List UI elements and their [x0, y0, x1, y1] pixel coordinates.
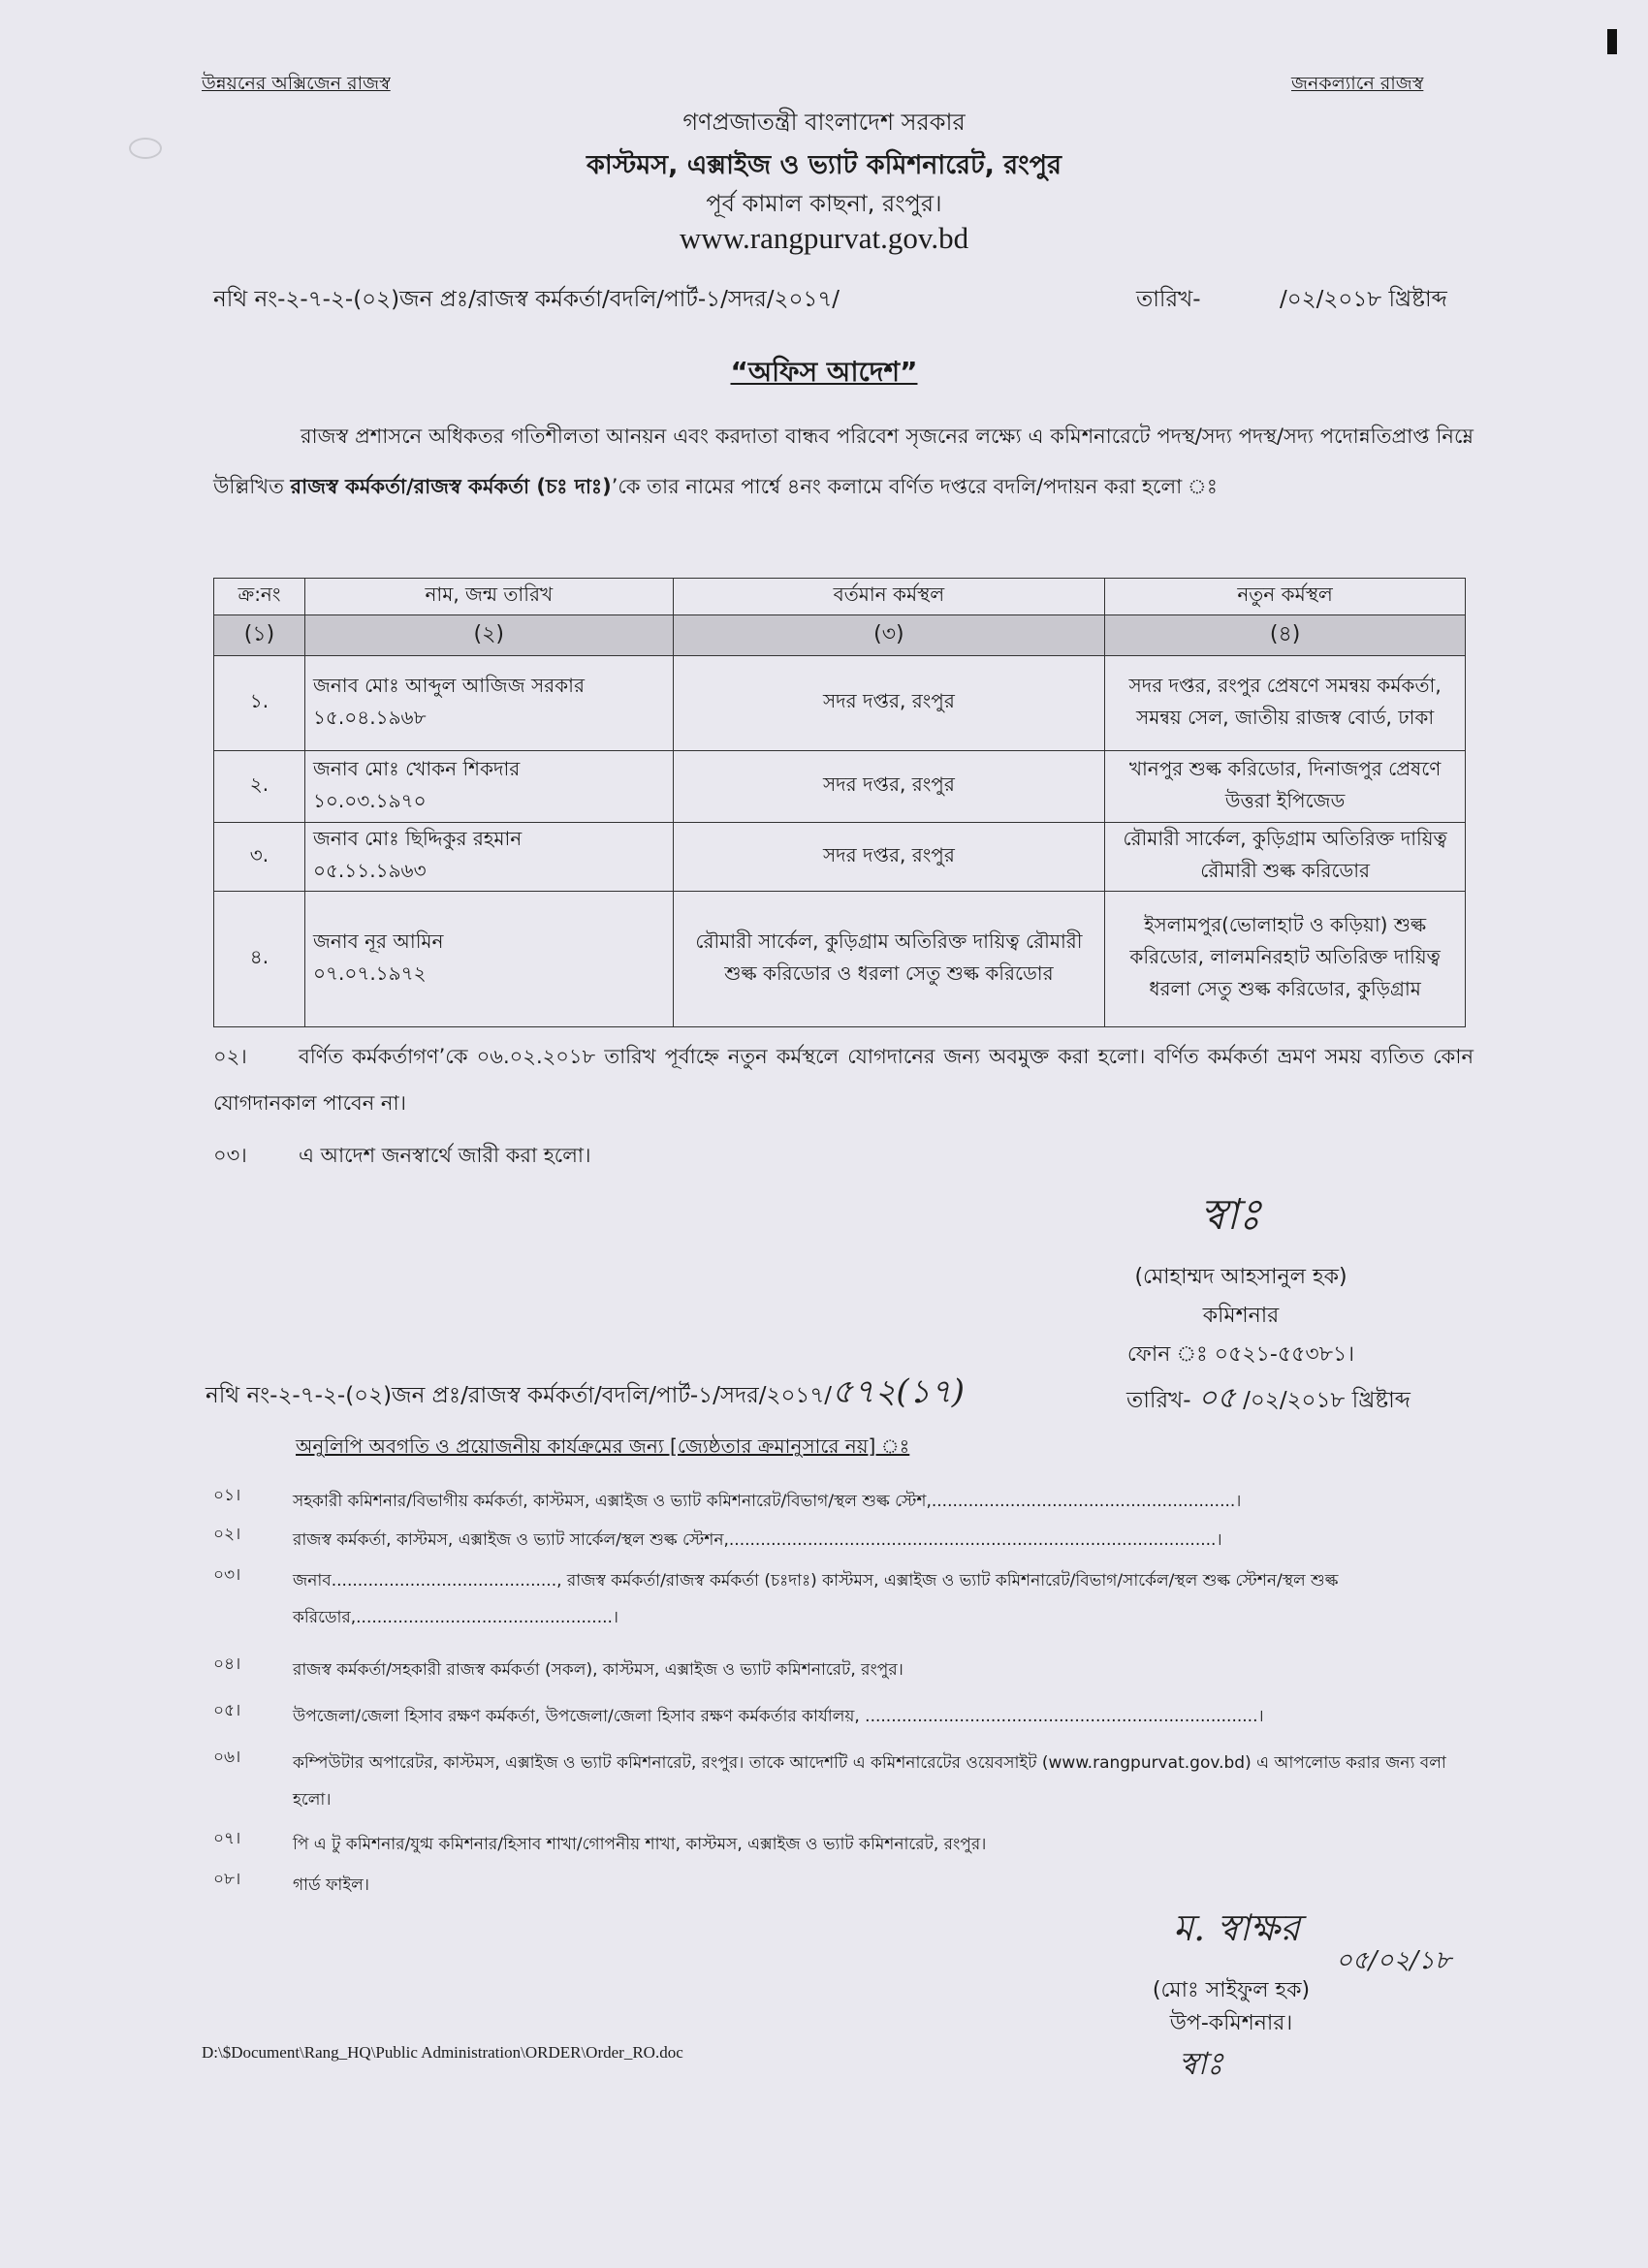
point-number: ০২। — [213, 1045, 247, 1068]
copy-item-number: ০৭। — [213, 1829, 241, 1848]
order-point — [213, 1033, 1474, 1126]
point-number: ০৩। — [213, 1144, 247, 1167]
column-number: (৪) — [1105, 615, 1466, 656]
point-text: বর্ণিত কর্মকর্তাগণ’কে ০৬.০২.২০১৮ তারিখ পূর্বাহ্নে নতুন কর্মস্থলে যোগদানের জন্য অবমুক্ত করা হলো। বর্ণিত কর্মকর্তা ভ্রমণ সময় ব্যতিত কোন যোগদানকাল পাবেন না। — [213, 1045, 1474, 1115]
row-serial: ৪. — [214, 892, 305, 1027]
copy-memo-number-text: নথি নং-২-৭-২-(০২)জন প্রঃ/রাজস্ব কর্মকর্তা/বদলি/পার্ট-১/সদর/২০১৭/ — [206, 1383, 833, 1408]
table-header: নাম, জন্ম তারিখ — [304, 579, 673, 615]
row-dob: ০৭.০৭.১৯৭২ — [312, 961, 427, 985]
table-header: বর্তমান কর্মস্থল — [673, 579, 1105, 615]
row-current-station: সদর দপ্তর, রংপুর — [673, 751, 1105, 823]
government-name: গণপ্রজাতন্ত্রী বাংলাদেশ সরকার — [682, 109, 966, 136]
row-name: জনাব মোঃ আব্দুল আজিজ সরকার — [312, 673, 585, 697]
memo-date-label: তারিখ- — [1136, 287, 1201, 312]
commissioner-signature-mark: স্বাঃ — [1200, 1190, 1261, 1240]
deputy-commissioner-name: (মোঃ সাইফুল হক) — [1152, 1978, 1311, 2002]
table-header: ক্র:নং — [214, 579, 305, 615]
row-name-dob — [304, 751, 673, 823]
order-title: “অফিস আদেশ” — [730, 356, 918, 388]
copy-item-number: ০২। — [213, 1525, 241, 1544]
row-new-station: সদর দপ্তর, রংপুর প্রেষণে সমন্বয় কর্মকর্তা, সমন্বয় সেল, জাতীয় রাজস্ব বোর্ড, ঢাকা — [1105, 656, 1466, 751]
row-current-station: সদর দপ্তর, রংপুর — [673, 656, 1105, 751]
deputy-signature-initials: ম. স্বাক্ষর — [1173, 1906, 1301, 1949]
deputy-signature-date: ০৫/০২/১৮ — [1336, 1946, 1451, 1975]
copy-item-text: রাজস্ব কর্মকর্তা, কাস্টমস, এক্সাইজ ও ভ্যাট সার্কেল/স্থল শুল্ক স্টেশন,.............................................................................................। — [293, 1530, 1222, 1550]
office-name: কাস্টমস, এক্সাইজ ও ভ্যাট কমিশনারেট, রংপুর — [586, 150, 1062, 180]
row-dob: ১০.০৩.১৯৭০ — [312, 788, 427, 812]
row-name-dob — [304, 892, 673, 1027]
row-dob: ১৫.০৪.১৯৬৮ — [312, 705, 427, 729]
file-path: D:\$Document\Rang_HQ\Public Administration\ORDER\Order_RO.doc — [202, 2043, 683, 2062]
point-text: এ আদেশ জনস্বার্থে জারী করা হলো। — [299, 1144, 591, 1167]
row-serial: ৩. — [214, 823, 305, 892]
copy-item-number: ০১। — [213, 1486, 241, 1505]
handwritten-memo-number: ৫৭২(১৭) — [832, 1372, 966, 1411]
table-row — [214, 823, 1466, 892]
row-name: জনাব নূর আমিন — [312, 929, 444, 953]
handwritten-day: ০৫ — [1197, 1381, 1236, 1415]
row-new-station: খানপুর শুল্ক করিডোর, দিনাজপুর প্রেষণে উত্তরা ইপিজেড — [1105, 751, 1466, 823]
table-column-number-row — [214, 615, 1466, 656]
commissioner-designation: কমিশনার — [1202, 1304, 1280, 1328]
column-number: (১) — [214, 615, 305, 656]
copy-item-number: ০৩। — [213, 1565, 241, 1585]
table-row — [214, 751, 1466, 823]
table-row — [214, 892, 1466, 1027]
copy-item-number: ০৬। — [213, 1748, 241, 1767]
copy-item-number: ০৪। — [213, 1654, 241, 1674]
slogan-right: জনকল্যানে রাজস্ব — [1291, 73, 1424, 94]
copy-memo-date-text: /০২/২০১৮ খ্রিষ্টাব্দ — [1243, 1388, 1410, 1413]
copy-item-text: গার্ড ফাইল। — [293, 1875, 369, 1895]
copy-item-text: রাজস্ব কর্মকর্তা/সহকারী রাজস্ব কর্মকর্তা (সকল), কাস্টমস, এক্সাইজ ও ভ্যাট কমিশনারেট, রংপুর। — [293, 1660, 903, 1680]
deputy-commissioner-designation: উপ-কমিশনার। — [1169, 2011, 1293, 2035]
commissioner-phone: ফোন ঃ ০৫২১-৫৫৩৮১। — [1126, 1342, 1355, 1367]
copy-item-text: পি এ টু কমিশনার/যুগ্ম কমিশনার/হিসাব শাখা/গোপনীয় শাখা, কাস্টমস, এক্সাইজ ও ভ্যাট কমিশনারেট, রংপুর। — [293, 1835, 987, 1854]
copy-item-number: ০৮। — [213, 1870, 241, 1889]
row-current-station: সদর দপ্তর, রংপুর — [673, 823, 1105, 892]
intro-bold: রাজস্ব কর্মকর্তা/রাজস্ব কর্মকর্তা (চঃ দাঃ) — [290, 475, 612, 498]
office-website: www.rangpurvat.gov.bd — [679, 221, 969, 255]
copy-memo-number — [206, 1367, 965, 1422]
row-name-dob — [304, 823, 673, 892]
copy-memo-date — [1126, 1374, 1410, 1424]
transfer-table — [213, 578, 1466, 1027]
row-serial: ১. — [214, 656, 305, 751]
row-name-dob — [304, 656, 673, 751]
copy-item-text: জনাব..........................................., রাজস্ব কর্মকর্তা/রাজস্ব কর্মকর্তা (চঃদাঃ) কাস্টমস, এক্সাইজ ও ভ্যাট কমিশনারেট/বিভাগ/সার্কেল/স্থল শুল্ক স্টেশন/স্থল শুল্ক করিডোর,.................................................। — [293, 1571, 1339, 1627]
commissioner-name: (মোহাম্মদ আহসানুল হক) — [1134, 1265, 1347, 1289]
memo-date: /০২/২০১৮ খ্রিষ্টাব্দ — [1280, 287, 1447, 312]
table-header-row — [214, 579, 1466, 615]
table-header: নতুন কর্মস্থল — [1105, 579, 1466, 615]
intro-paragraph — [213, 411, 1474, 512]
copy-item-text: কম্পিউটার অপারেটর, কাস্টমস, এক্সাইজ ও ভ্যাট কমিশনারেট, রংপুর। তাকে আদেশটি এ কমিশনারেটের ওয়েবসাইট (www.rangpurvat.gov.bd) এ আপলোড করার জন্য বলা হলো। — [293, 1753, 1446, 1810]
copy-memo-date-label: তারিখ- — [1126, 1388, 1191, 1413]
memo-number: নথি নং-২-৭-২-(০২)জন প্রঃ/রাজস্ব কর্মকর্তা/বদলি/পার্ট-১/সদর/২০১৭/ — [213, 287, 840, 312]
slogan-left: উন্নয়নের অক্সিজেন রাজস্ব — [202, 73, 391, 94]
copy-item-text: সহকারী কমিশনার/বিভাগীয় কর্মকর্তা, কাস্টমস, এক্সাইজ ও ভ্যাট কমিশনারেট/বিভাগ/স্থল শুল্ক স্টেশ,..........................................................। — [293, 1492, 1242, 1511]
intro-text-1: রাজস্ব প্রশাসনে অধিকতর গতিশীলতা আনয়ন এবং করদাতা বান্ধব পরিবেশ সৃজনের লক্ষ্যে এ কমিশনারেটে পদস্থ/সদ্য পদস্থ/সদ্য পদোন্নতিপ্রাপ্ত নিম্নে উল্লিখিত — [213, 425, 1474, 498]
row-name: জনাব মোঃ খোকন শিকদার — [312, 756, 521, 780]
row-dob: ০৫.১১.১৯৬৩ — [312, 859, 427, 882]
column-number: (৩) — [673, 615, 1105, 656]
row-new-station: ইসলামপুর(ভোলাহাট ও কড়িয়া) শুল্ক করিডোর, লালমনিরহাট অতিরিক্ত দায়িত্ব ধরলা সেতু শুল্ক করিডোর, কুড়িগ্রাম — [1105, 892, 1466, 1027]
office-address: পূর্ব কামাল কাছনা, রংপুর। — [706, 190, 942, 217]
scan-mark — [1607, 29, 1617, 54]
intro-text-2: ’কে তার নামের পার্শ্বে ৪নং কলামে বর্ণিত দপ্তরে বদলি/পদায়ন করা হলো ঃ — [611, 475, 1218, 498]
row-new-station: রৌমারী সার্কেল, কুড়িগ্রাম অতিরিক্ত দায়িত্ব রৌমারী শুল্ক করিডোর — [1105, 823, 1466, 892]
row-current-station: রৌমারী সার্কেল, কুড়িগ্রাম অতিরিক্ত দায়িত্ব রৌমারী শুল্ক করিডোর ও ধরলা সেতু শুল্ক করিডোর — [673, 892, 1105, 1027]
row-name: জনাব মোঃ ছিদ্দিকুর রহমান — [312, 827, 523, 850]
copy-heading: অনুলিপি অবগতি ও প্রয়োজনীয় কার্যক্রমের জন্য [জ্যেষ্ঠতার ক্রমানুসারে নয়] ঃ — [296, 1434, 910, 1458]
copy-item-number: ০৫। — [213, 1701, 241, 1720]
copy-item-text: উপজেলা/জেলা হিসাব রক্ষণ কর্মকর্তা, উপজেলা/জেলা হিসাব রক্ষণ কর্মকর্তার কার্যালয়, ...........................................................................। — [293, 1707, 1264, 1726]
deputy-signature-mark: স্বাঃ — [1179, 2045, 1223, 2082]
order-point — [213, 1132, 1474, 1179]
row-serial: ২. — [214, 751, 305, 823]
column-number: (২) — [304, 615, 673, 656]
table-row — [214, 656, 1466, 751]
